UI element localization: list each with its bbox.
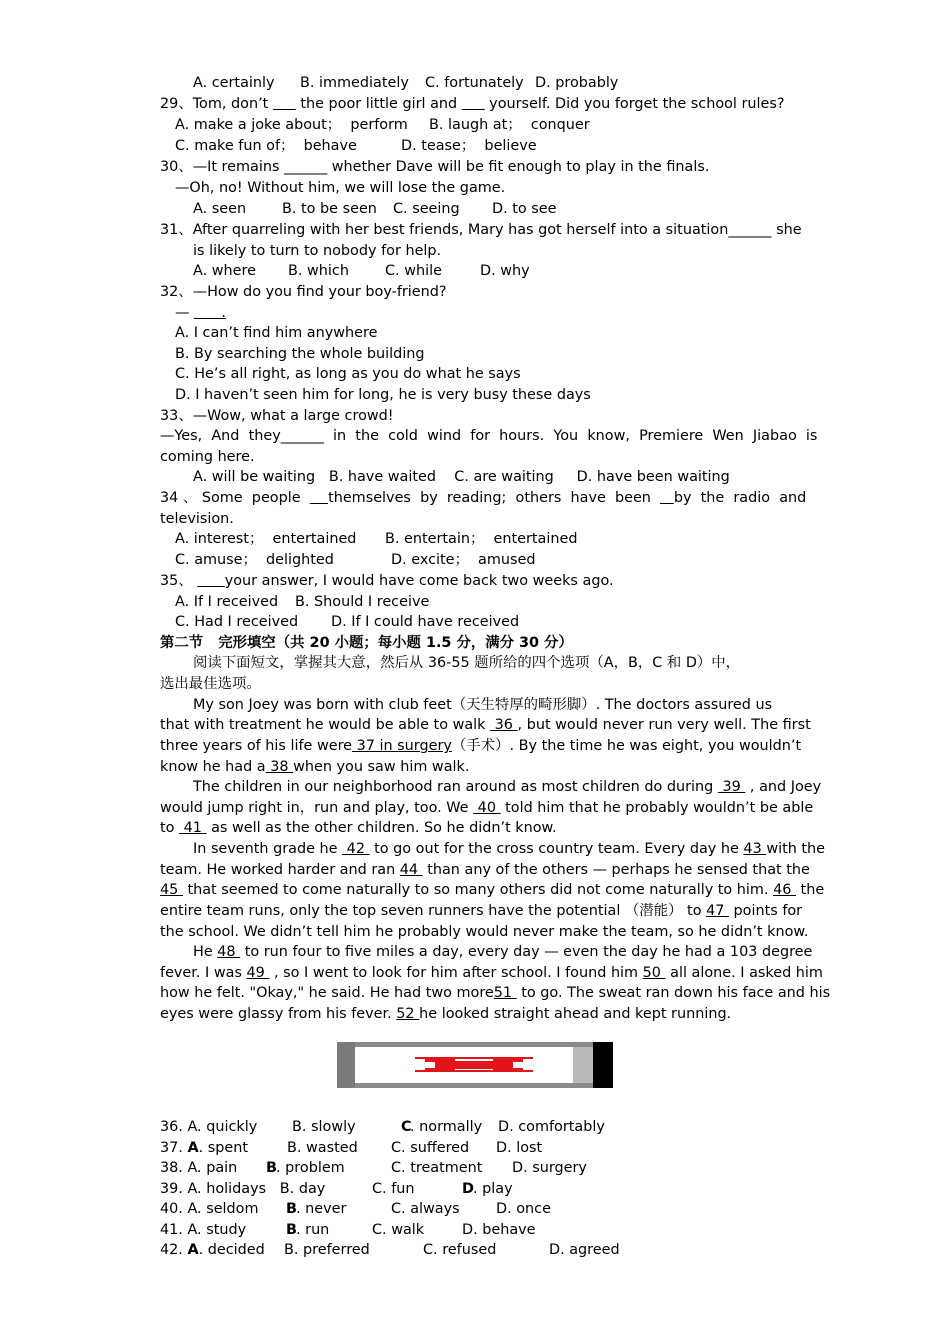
text-segment: 38. A. pain xyxy=(160,1160,238,1176)
text-line xyxy=(160,1220,536,1240)
text-segment: . run xyxy=(296,1222,330,1238)
text-segment: is likely to turn to nobody for help. xyxy=(193,243,442,259)
text-segment: D. behave xyxy=(462,1222,536,1238)
text-segment: C. treatment xyxy=(391,1160,483,1176)
text-line xyxy=(193,777,821,797)
text-segment: C. amuse； delighted xyxy=(175,552,334,568)
text-segment: to go out for the cross country team. Every day he xyxy=(369,841,744,857)
answer-blank: 40 xyxy=(473,800,501,816)
text-line xyxy=(160,282,447,302)
answer-blank: 47 xyxy=(706,903,729,919)
text-segment: B. to be seen xyxy=(282,201,377,217)
text-line xyxy=(175,592,430,612)
text-segment: , and Joey xyxy=(745,779,822,795)
answer-blank: 42 xyxy=(342,841,370,857)
text-segment: A. make a joke about； perform xyxy=(175,117,408,133)
text-segment: D. probably xyxy=(535,75,619,91)
text-segment: —Oh, no! Without him, we will lose the game. xyxy=(175,180,506,196)
text-line xyxy=(160,157,709,177)
text-segment: to go. The sweat ran down his face and his xyxy=(516,985,831,1001)
text-segment: B. wasted xyxy=(287,1140,358,1156)
answer-blank: 49 xyxy=(246,965,270,981)
answer-blank: 37 in surgery xyxy=(352,738,452,754)
text-segment: eyes were glassy from his fever. xyxy=(160,1006,397,1022)
text-segment: the poor little girl and xyxy=(295,96,462,112)
text-segment: B xyxy=(286,1222,297,1238)
text-segment: , so I went to look for him after school. I found him xyxy=(269,965,643,981)
text-segment: C xyxy=(401,1119,412,1135)
text-line xyxy=(175,178,505,198)
answer-blank: 45 xyxy=(160,882,183,898)
text-segment: In seventh grade he xyxy=(193,841,343,857)
text-line xyxy=(175,612,520,632)
text-segment: D. surgery xyxy=(512,1160,587,1176)
text-segment: know he had a xyxy=(160,759,266,775)
text-segment: . decided xyxy=(198,1242,265,1258)
text-segment: points for xyxy=(728,903,803,919)
text-segment: D. once xyxy=(496,1201,551,1217)
text-segment: 33、—Wow, what a large crowd! xyxy=(160,408,394,424)
text-segment: 42. xyxy=(160,1242,188,1258)
text-segment: D. lost xyxy=(496,1140,543,1156)
text-segment: D. agreed xyxy=(549,1242,620,1258)
text-segment: D. tease； believe xyxy=(401,138,537,154)
text-segment: 36. A. quickly xyxy=(160,1119,258,1135)
answer-blank xyxy=(197,573,224,589)
text-line xyxy=(193,695,772,715)
text-line xyxy=(175,385,591,405)
text-segment: D. excite； amused xyxy=(391,552,536,568)
text-line xyxy=(160,798,813,818)
text-line xyxy=(160,880,824,900)
text-segment: C. walk xyxy=(372,1222,425,1238)
text-segment: B. entertain； entertained xyxy=(385,531,578,547)
text-segment: B. which xyxy=(288,263,349,279)
text-segment: that seemed to come naturally to so many others did not come naturally to him. xyxy=(182,882,774,898)
text-segment: 31、After quarreling with her best friends, Mary has got herself into a situation______ she xyxy=(160,222,802,238)
text-segment: he looked straight ahead and kept running. xyxy=(419,1006,732,1022)
text-segment: 选出最佳选项。 xyxy=(160,676,261,692)
text-segment: He xyxy=(193,944,218,960)
text-segment: as well as the other children. So he didn’t know. xyxy=(206,820,557,836)
text-line xyxy=(160,1179,513,1199)
text-segment: . spent xyxy=(198,1140,249,1156)
text-segment: B. slowly xyxy=(292,1119,356,1135)
text-segment: television. xyxy=(160,511,234,527)
text-segment: D. comfortably xyxy=(498,1119,605,1135)
text-line xyxy=(160,901,802,921)
banner-bottom-strip xyxy=(355,1083,595,1088)
text-line xyxy=(160,1240,620,1260)
ribbon-banner-graphic xyxy=(337,1042,613,1088)
text-segment: 32、—How do you find your boy-friend? xyxy=(160,284,447,300)
banner-left-bar xyxy=(337,1042,355,1088)
text-line xyxy=(160,860,810,880)
text-line xyxy=(160,736,801,756)
text-segment: 39. A. holidays B. day xyxy=(160,1181,326,1197)
answer-blank: 38 xyxy=(265,759,294,775)
text-segment: . normally xyxy=(410,1119,483,1135)
answer-blank: 50 xyxy=(642,965,666,981)
text-segment: A. I can’t find him anywhere xyxy=(175,325,378,341)
text-segment: D xyxy=(462,1181,474,1197)
banner-top-strip xyxy=(355,1042,595,1047)
answer-blank xyxy=(273,96,296,112)
text-segment: C. fun xyxy=(372,1181,415,1197)
banner-right-light-bar xyxy=(573,1047,593,1083)
text-segment: , but would never run very well. The first xyxy=(517,717,811,733)
text-segment: C. refused xyxy=(423,1242,497,1258)
text-segment: yourself. Did you forget the school rules? xyxy=(484,96,785,112)
text-segment: B. By searching the whole building xyxy=(175,346,425,362)
text-segment: D. I haven’t seen him for long, he is very busy these days xyxy=(175,387,591,403)
text-segment: . play xyxy=(473,1181,513,1197)
text-segment: C. fortunately xyxy=(425,75,524,91)
text-segment: A. If I received xyxy=(175,594,279,610)
answer-blank: 51 xyxy=(493,985,517,1001)
text-line xyxy=(160,715,811,735)
text-line xyxy=(160,1158,587,1178)
text-segment: The children in our neighborhood ran around as most children do during xyxy=(193,779,718,795)
text-line xyxy=(160,818,557,838)
text-line xyxy=(193,839,825,859)
text-segment: B xyxy=(266,1160,277,1176)
text-line xyxy=(175,115,590,135)
text-segment: . never xyxy=(296,1201,347,1217)
text-segment: . problem xyxy=(276,1160,345,1176)
text-segment: than any of the others — perhaps he sensed that the xyxy=(422,862,810,878)
text-segment: 35、 xyxy=(160,573,198,589)
text-line xyxy=(160,1138,543,1158)
text-segment: 41. A. study xyxy=(160,1222,247,1238)
answer-blank: 39 xyxy=(717,779,746,795)
text-line xyxy=(160,488,806,508)
text-segment: —Yes, And they______ in the cold wind for hours. You know, Premiere Wen Jiabao is xyxy=(160,428,818,444)
text-segment: to xyxy=(160,820,180,836)
text-segment: D. to see xyxy=(492,201,557,217)
answer-blank: 44 xyxy=(399,862,423,878)
text-line xyxy=(160,406,394,426)
text-segment: with the xyxy=(766,841,826,857)
text-segment: entire team runs, only the top seven runners have the potential （潜能） to xyxy=(160,903,707,919)
text-segment: B xyxy=(286,1201,297,1217)
text-line xyxy=(160,674,261,694)
text-line xyxy=(193,467,730,487)
text-line xyxy=(193,653,740,673)
text-line xyxy=(160,509,234,529)
answer-blank: 52 xyxy=(396,1006,420,1022)
text-segment: C. always xyxy=(391,1201,460,1217)
answer-blank xyxy=(462,96,485,112)
text-segment: 30、—It remains ______ whether Dave will be fit enough to play in the finals. xyxy=(160,159,710,175)
text-line xyxy=(175,303,226,323)
answer-blank: 43 xyxy=(743,841,767,857)
text-segment: coming here. xyxy=(160,449,255,465)
text-line xyxy=(175,550,536,570)
answer-blank: 41 xyxy=(179,820,207,836)
text-line xyxy=(193,942,812,962)
text-segment: team. He worked harder and ran xyxy=(160,862,400,878)
text-segment: B. Should I receive xyxy=(295,594,430,610)
text-line xyxy=(160,220,802,240)
text-segment: the xyxy=(795,882,825,898)
text-segment: 34 、 Some people xyxy=(160,490,310,506)
text-segment: 阅读下面短文，掌握其大意，然后从 36-55 题所给的四个选项（A，B，C 和 D）中， xyxy=(193,655,741,671)
text-line xyxy=(193,241,441,261)
answer-blank: . xyxy=(193,305,226,321)
text-line xyxy=(160,426,817,446)
text-segment: （手术）. By the time he was eight, you wouldn’t xyxy=(451,738,802,754)
answer-blank: 48 xyxy=(217,944,241,960)
text-segment: to run four to five miles a day, every day — even the day he had a 103 degree xyxy=(240,944,813,960)
text-line xyxy=(160,1004,731,1024)
text-line xyxy=(175,136,537,156)
text-segment: A. seen xyxy=(193,201,247,217)
text-segment: My son Joey was born with club feet（天生特厚的畸形脚）. The doctors assured us xyxy=(193,697,773,713)
text-line xyxy=(160,447,255,467)
answer-blank xyxy=(660,490,674,506)
text-line xyxy=(160,757,469,777)
text-segment: themselves by reading; others have been xyxy=(328,490,661,506)
text-segment: C. while xyxy=(385,263,442,279)
answer-blank: 46 xyxy=(773,882,796,898)
text-line xyxy=(175,323,377,343)
text-line xyxy=(175,344,425,364)
text-line xyxy=(193,261,530,281)
text-segment: C. suffered xyxy=(391,1140,470,1156)
text-line xyxy=(160,983,830,1003)
text-segment: A. where xyxy=(193,263,256,279)
text-segment: C. He’s all right, as long as you do what he says xyxy=(175,366,521,382)
text-segment: — xyxy=(175,305,194,321)
text-segment: B. laugh at； conquer xyxy=(429,117,590,133)
text-segment: D. why xyxy=(480,263,530,279)
text-line xyxy=(160,963,823,983)
text-line xyxy=(160,922,808,942)
text-segment: the school. We didn’t tell him he probably would never make the team, so he didn’t know. xyxy=(160,924,809,940)
text-line xyxy=(160,94,785,114)
text-line xyxy=(175,529,578,549)
text-line xyxy=(175,364,521,384)
text-line xyxy=(160,1199,551,1219)
text-segment: C. seeing xyxy=(393,201,460,217)
text-segment: three years of his life were xyxy=(160,738,353,754)
text-segment: how he felt. "Okay," he said. He had two more xyxy=(160,985,494,1001)
text-segment: A. will be waiting B. have waited C. are waiting D. have been waiting xyxy=(193,469,730,485)
text-segment: all alone. I asked him xyxy=(665,965,823,981)
text-segment: told him that he probably wouldn’t be able xyxy=(500,800,814,816)
text-line xyxy=(160,1117,605,1137)
text-segment: A. certainly xyxy=(193,75,275,91)
text-segment: 40. A. seldom xyxy=(160,1201,259,1217)
text-line xyxy=(193,199,557,219)
banner-right-dark-bar xyxy=(593,1042,613,1088)
text-segment: A. interest； entertained xyxy=(175,531,357,547)
text-segment: A xyxy=(187,1140,199,1156)
text-segment: C. Had I received xyxy=(175,614,299,630)
text-segment: by the radio and xyxy=(673,490,807,506)
answer-blank: 36 xyxy=(490,717,518,733)
text-line xyxy=(193,73,619,93)
text-segment: your answer, I would have come back two weeks ago. xyxy=(224,573,614,589)
text-segment: B. preferred xyxy=(284,1242,370,1258)
text-segment: would jump right in，run and play, too. We xyxy=(160,800,474,816)
text-segment: D. If I could have received xyxy=(331,614,520,630)
text-segment: when you saw him walk. xyxy=(293,759,470,775)
text-segment: C. make fun of； behave xyxy=(175,138,357,154)
text-segment: that with treatment he would be able to walk xyxy=(160,717,491,733)
text-line xyxy=(160,633,573,653)
answer-blank xyxy=(310,490,328,506)
text-segment: A xyxy=(187,1242,199,1258)
text-segment: 37. xyxy=(160,1140,188,1156)
text-line xyxy=(160,571,614,591)
text-segment: 29、Tom, don’t xyxy=(160,96,273,112)
text-segment: B. immediately xyxy=(300,75,409,91)
text-segment: fever. I was xyxy=(160,965,247,981)
text-segment: 第二节 完形填空（共 20 小题；每小题 1.5 分，满分 30 分） xyxy=(160,635,573,651)
